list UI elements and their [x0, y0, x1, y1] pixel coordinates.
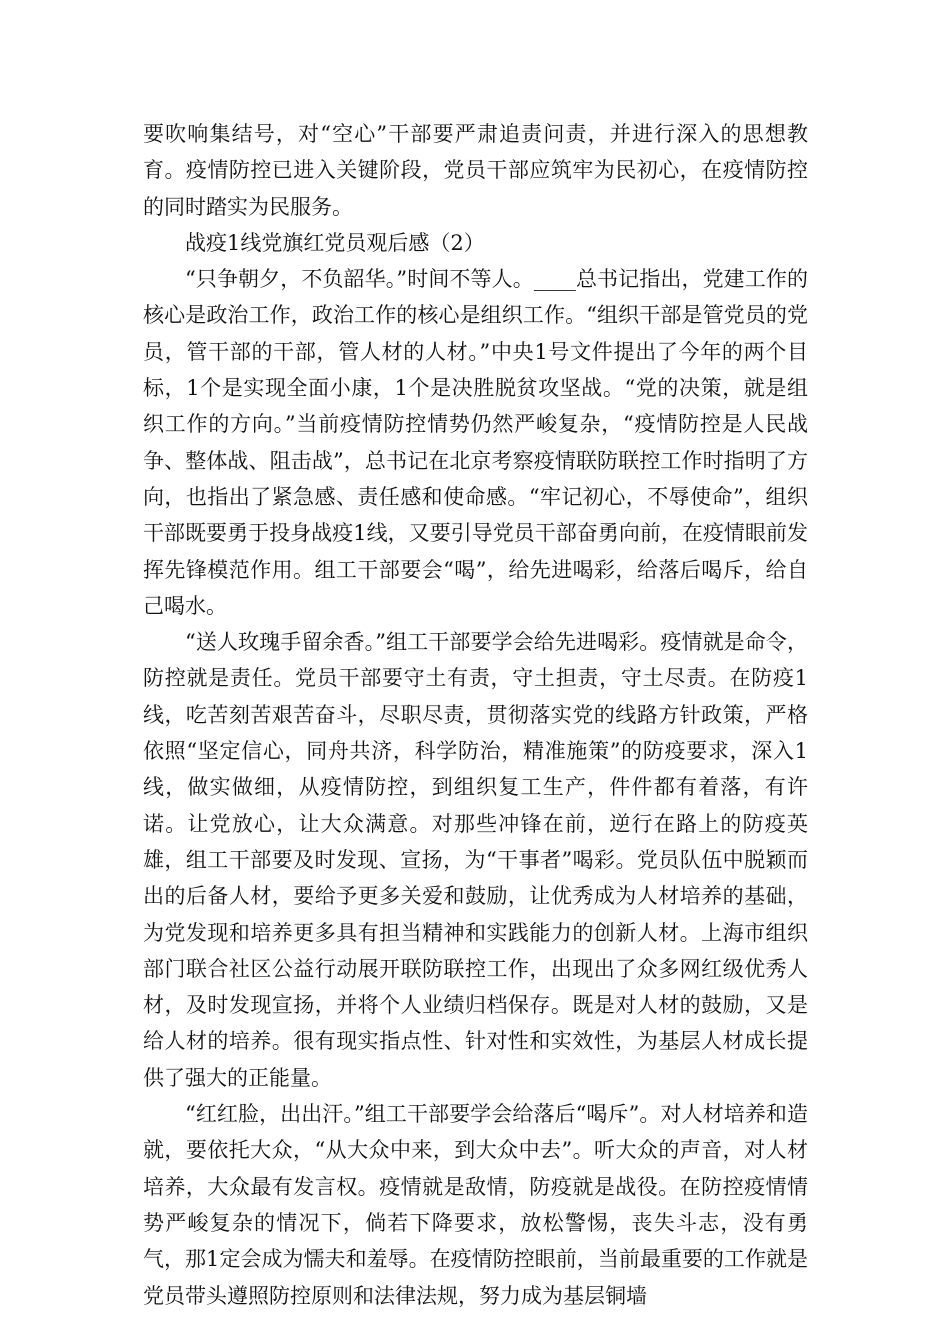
paragraph-continuation: 要吹响集结号，对“空心”干部要严肃追责问责，并进行深入的思想教育。疫情防控已进入关键阶段，党员干部应筑牢为民初心，在疫情防控的同时踏实为民服务。: [143, 122, 808, 219]
document-body: [143, 116, 808, 1314]
paragraph: “只争朝夕，不负韶华。”时间不等人。____总书记指出，党建工作的核心是政治工作，政治工作的核心是组织工作。“组织干部是管党员的党员，管干部的干部，管人材的人材。”中央1号文件提出了今年的两个目标，1个是实现全面小康，1个是决胜脱贫攻坚战。“党的决策，就是组织工作的方向。”当前疫情防控情势仍然严峻复杂，“疫情防控是人民战争、整体战、阻击战”，总书记在北京考察疫情联防联控工作时指明了方向，也指出了紧急感、责任感和使命感。“牢记初心，不辱使命”，组织干部既要勇于投身战疫1线，又要引导党员干部奋勇向前，在疫情眼前发挥先锋模范作用。组工干部要会“喝”，给先进喝彩，给落后喝斥，给自己喝水。: [143, 267, 808, 618]
paragraph: “红红脸，出出汗。”组工干部要学会给落后“喝斥”。对人材培养和造就，要依托大众，“从大众中来，到大众中去”。听大众的声音，对人材培养，大众最有发言权。疫情就是敌情，防疫就是战役。在防控疫情情势严峻复杂的情况下，倘若下降要求，放松警惕，丧失斗志，没有勇气，那1定会成为懦夫和羞辱。在疫情防控眼前，当前最重要的工作就是党员带头遵照防控原则和法律法规，努力成为基层铜墙: [143, 1102, 808, 1308]
paragraph: “送人玫瑰手留余香。”组工干部要学会给先进喝彩。疫情就是命令，防控就是责任。党员干部要守土有责，守土担责，守土尽责。在防疫1线，吃苦刻苦艰苦奋斗，尽职尽责，贯彻落实党的线路方针政策，严格依照“坚定信心，同舟共济，科学防治，精准施策”的防疫要求，深入1线，做实做细，从疫情防控，到组织复工生产，件件都有着落，有许诺。让党放心，让大众满意。对那些冲锋在前，逆行在路上的防疫英雄，组工干部要及时发现、宣扬，为“干事者”喝彩。党员队伍中脱颖而出的后备人材，要给予更多关爱和鼓励，让优秀成为人材培养的基础，为党发现和培养更多具有担当精神和实践能力的创新人材。上海市组织部门联合社区公益行动展开联防联控工作，出现出了众多网红级优秀人材，及时发现宣扬，并将个人业绩归档保存。既是对人材的鼓励，又是给人材的培养。很有现实指点性、针对性和实效性，为基层人材成长提供了强大的正能量。: [143, 630, 808, 1090]
section-title: 战疫1线党旗红党员观后感（2）: [185, 230, 485, 255]
